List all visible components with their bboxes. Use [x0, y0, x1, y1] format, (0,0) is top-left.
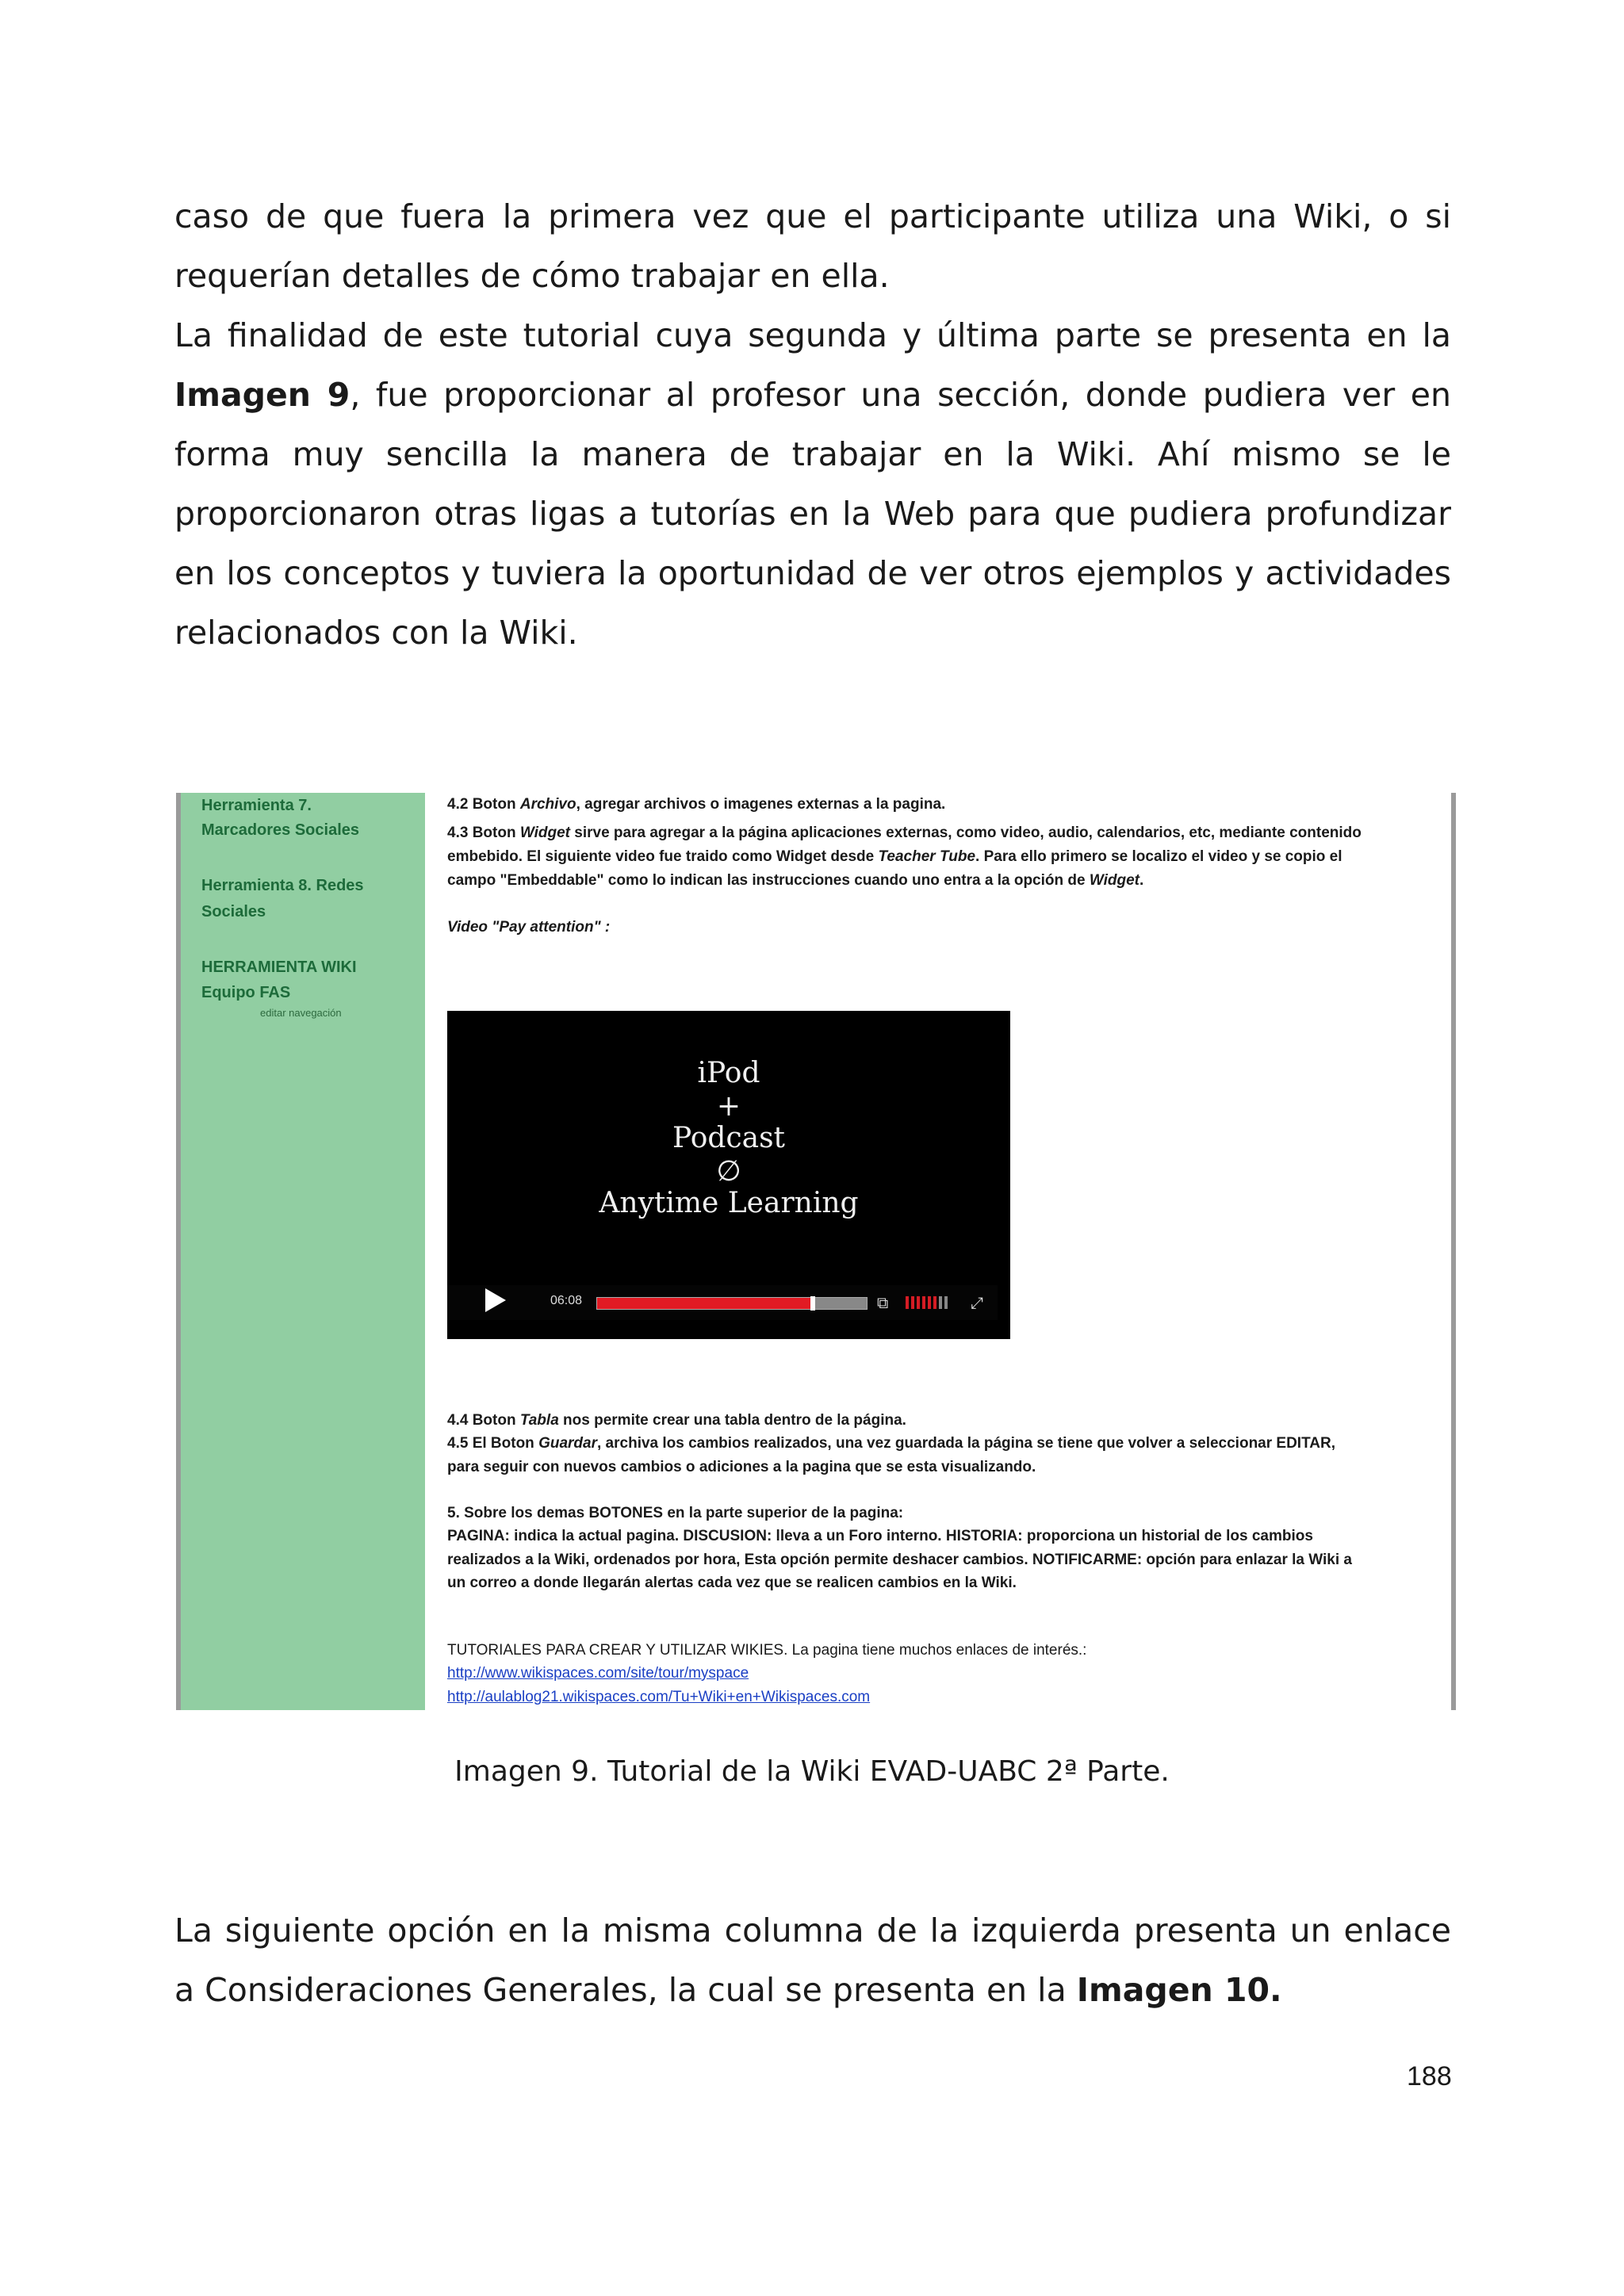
- paragraph-text: La finalidad de este tutorial cuya segunda y última parte se presenta en la: [174, 316, 1451, 354]
- volume-bar-icon[interactable]: [917, 1296, 920, 1309]
- content-line: campo "Embeddable" como lo indican las instrucciones cuando uno entra a la opción de Widget.: [447, 872, 1144, 889]
- link-symbol-icon: ∅: [716, 1155, 741, 1188]
- video-title-line: iPod: [697, 1057, 760, 1089]
- figure-reference: Imagen 9: [174, 376, 350, 414]
- wiki-sidebar: [181, 793, 425, 1710]
- popout-icon[interactable]: ⧉: [877, 1295, 889, 1312]
- figure-reference: Imagen 10.: [1076, 1971, 1282, 2009]
- play-icon[interactable]: [485, 1288, 506, 1312]
- video-time: 06:08: [550, 1294, 583, 1307]
- video-title-line: Anytime Learning: [599, 1187, 859, 1219]
- video-progress-handle[interactable]: [810, 1296, 815, 1311]
- volume-bar-icon[interactable]: [944, 1296, 948, 1309]
- volume-bar-icon[interactable]: [933, 1296, 936, 1309]
- content-line: 4.2 Boton Archivo, agregar archivos o imagenes externas a la pagina.: [447, 796, 946, 813]
- content-line: para seguir con nuevos cambios o adiciones a la pagina que se esta visualizando.: [447, 1459, 1036, 1475]
- video-progress-bar[interactable]: [596, 1297, 868, 1310]
- page-number: 188: [1407, 2061, 1452, 2091]
- video-progress-fill: [597, 1298, 813, 1309]
- video-title-line: Podcast: [672, 1122, 786, 1154]
- video-label: Video "Pay attention" :: [447, 919, 611, 936]
- volume-bar-icon[interactable]: [939, 1296, 942, 1309]
- content-line: 4.4 Boton Tabla nos permite crear una tabla dentro de la página.: [447, 1412, 906, 1429]
- paragraph-text: , fue proporcionar al profesor una sección, donde pudiera ver en forma muy sencilla la manera de trabajar en la Wiki. Ahí mismo se le proporcionaron otras ligas a tutorías en la Web para que pudiera profundizar en los conceptos y tuviera la oportunidad de ver otros ejemplos y actividades relacionados con la Wiki.: [174, 376, 1451, 652]
- video-player[interactable]: [447, 1011, 1010, 1339]
- aulablog-wiki-link[interactable]: http://aulablog21.wikispaces.com/Tu+Wiki+en+Wikispaces.com: [447, 1689, 871, 1705]
- fullscreen-icon[interactable]: ⤢: [971, 1295, 983, 1312]
- frame-right-border: [1451, 793, 1456, 1710]
- paragraph-text: caso de que fuera la primera vez que el participante utiliza una Wiki, o si requerían detalles de cómo trabajar en ella.: [174, 197, 1451, 295]
- sidebar-item-herramienta-8[interactable]: Herramienta 8. Redes: [201, 877, 364, 894]
- paragraph-text: La siguiente opción en la misma columna de la izquierda presenta un enlace a Consideraciones Generales, la cual se presenta en la: [174, 1911, 1451, 2009]
- sidebar-item-equipo-fas[interactable]: Equipo FAS: [201, 984, 291, 1001]
- video-title-line: +: [716, 1090, 741, 1123]
- content-line: 5. Sobre los demas BOTONES en la parte superior de la pagina:: [447, 1505, 904, 1521]
- sidebar-item-marcadores-sociales[interactable]: Marcadores Sociales: [201, 821, 359, 839]
- volume-bar-icon[interactable]: [911, 1296, 914, 1309]
- sidebar-item-herramienta-wiki[interactable]: HERRAMIENTA WIKI: [201, 959, 357, 976]
- wikispaces-tour-link[interactable]: http://www.wikispaces.com/site/tour/myspace: [447, 1665, 749, 1682]
- sidebar-item-redes-sociales[interactable]: Sociales: [201, 903, 266, 920]
- figure-caption: Imagen 9. Tutorial de la Wiki EVAD-UABC 2ª Parte.: [454, 1755, 1170, 1788]
- volume-bar-icon[interactable]: [906, 1296, 909, 1309]
- wiki-screenshot: [176, 793, 1456, 1710]
- content-line: un correo a donde llegarán alertas cada vez que se realicen cambios en la Wiki.: [447, 1575, 1017, 1591]
- volume-bar-icon[interactable]: [928, 1296, 931, 1309]
- edit-navigation-link[interactable]: editar navegación: [260, 1007, 342, 1019]
- content-line: 4.3 Boton Widget sirve para agregar a la página aplicaciones externas, como video, audio, calendarios, etc, mediante contenido: [447, 825, 1362, 841]
- volume-bar-icon[interactable]: [922, 1296, 925, 1309]
- content-line: 4.5 El Boton Guardar, archiva los cambios realizados, una vez guardada la página se tiene que volver a seleccionar EDITAR,: [447, 1435, 1335, 1452]
- body-paragraph-2: [174, 1901, 1451, 2020]
- tutorials-heading: TUTORIALES PARA CREAR Y UTILIZAR WIKIES. La pagina tiene muchos enlaces de interés.:: [447, 1642, 1087, 1659]
- content-line: PAGINA: indica la actual pagina. DISCUSION: lleva a un Foro interno. HISTORIA: proporciona un historial de los cambios: [447, 1528, 1313, 1544]
- sidebar-item-herramienta-7[interactable]: Herramienta 7.: [201, 797, 312, 814]
- body-paragraph-1: [174, 187, 1451, 663]
- content-line: realizados a la Wiki, ordenados por hora, Esta opción permite deshacer cambios. NOTIFICARME: opción para enlazar la Wiki a: [447, 1552, 1353, 1568]
- content-line: embebido. El siguiente video fue traido como Widget desde Teacher Tube. Para ello primero se localizo el video y se copio el: [447, 848, 1342, 865]
